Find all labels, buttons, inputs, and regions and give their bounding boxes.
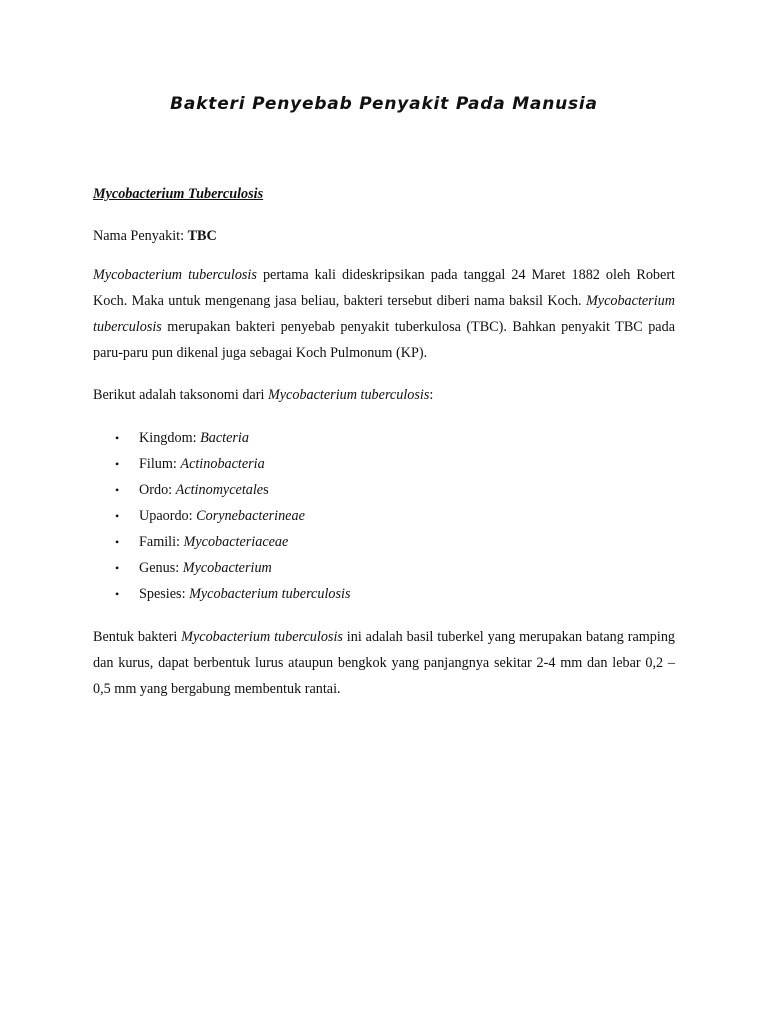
species-name: Mycobacterium tuberculosis <box>181 629 343 645</box>
bullet-icon: • <box>115 509 120 523</box>
bullet-icon: • <box>115 587 120 601</box>
bullet-icon: • <box>115 483 120 497</box>
paragraph-text: ini adalah basil tuberkel yang merupakan batang ramping dan kurus, dapat berbentuk lurus ataupun bengkok yang panjangnya sekitar 2-4 mm dan lebar 0,2 – 0,5 mm yang bergabung membentuk rantai. <box>93 629 676 697</box>
taxonomy-value: Actinobacteria <box>180 456 265 472</box>
taxonomy-value: Actinomycetale <box>175 482 264 498</box>
paragraph-description <box>93 262 675 366</box>
taxonomy-item-spesies <box>115 581 350 607</box>
species-name: Mycobacterium tuberculosis <box>93 293 675 335</box>
paragraph-text: pertama kali dideskripsikan pada tanggal 24 Maret 1882 oleh Robert Koch. Maka untuk mengenang jasa beliau, bakteri tersebut diberi nama baksil Koch. <box>93 267 675 309</box>
taxonomy-label: Kingdom: <box>139 430 201 446</box>
paragraph-text: merupakan bakteri penyebab penyakit tuberkulosa (TBC). Bahkan penyakit TBC pada paru-paru pun dikenal juga sebagai Koch Pulmonum (KP). <box>93 319 675 361</box>
taxonomy-value: Mycobacteriaceae <box>183 534 289 550</box>
disease-label: Nama Penyakit: <box>93 228 188 244</box>
taxonomy-value: Mycobacterium tuberculosis <box>189 586 351 602</box>
disease-line <box>93 223 675 249</box>
taxonomy-label: Ordo: <box>139 482 176 498</box>
bullet-icon: • <box>115 535 120 549</box>
taxonomy-intro <box>93 382 675 408</box>
taxonomy-label: Genus: <box>139 560 183 576</box>
taxonomy-item-famili <box>115 529 350 555</box>
taxonomy-intro-suffix: : <box>429 387 434 403</box>
section-heading: Mycobacterium Tuberculosis <box>93 186 264 202</box>
taxonomy-value: Corynebacterineae <box>196 508 305 524</box>
bullet-icon: • <box>115 561 120 575</box>
taxonomy-label: Spesies: <box>139 586 190 602</box>
species-name: Mycobacterium tuberculosis <box>93 267 257 283</box>
disease-value: TBC <box>187 228 217 244</box>
taxonomy-label: Famili: <box>139 534 184 550</box>
bullet-icon: • <box>115 431 120 445</box>
taxonomy-value: Mycobacterium <box>182 560 272 576</box>
taxonomy-item-ordo <box>115 477 350 503</box>
taxonomy-suffix: s <box>263 482 269 498</box>
document-title: Bakteri Penyebab Penyakit Pada Manusia <box>170 94 598 114</box>
taxonomy-item-filum <box>115 451 350 477</box>
bullet-icon: • <box>115 457 120 471</box>
taxonomy-item-genus <box>115 555 350 581</box>
taxonomy-intro-text: Berikut adalah taksonomi dari <box>93 387 268 403</box>
paragraph-morphology <box>93 624 675 702</box>
taxonomy-label: Filum: <box>139 456 181 472</box>
taxonomy-label: Upaordo: <box>139 508 197 524</box>
paragraph-text: Bentuk bakteri <box>93 629 182 645</box>
taxonomy-value: Bacteria <box>200 430 249 446</box>
taxonomy-item-kingdom <box>115 425 350 451</box>
taxonomy-list <box>115 425 350 607</box>
taxonomy-item-upaordo <box>115 503 350 529</box>
species-name: Mycobacterium tuberculosis <box>267 387 430 403</box>
